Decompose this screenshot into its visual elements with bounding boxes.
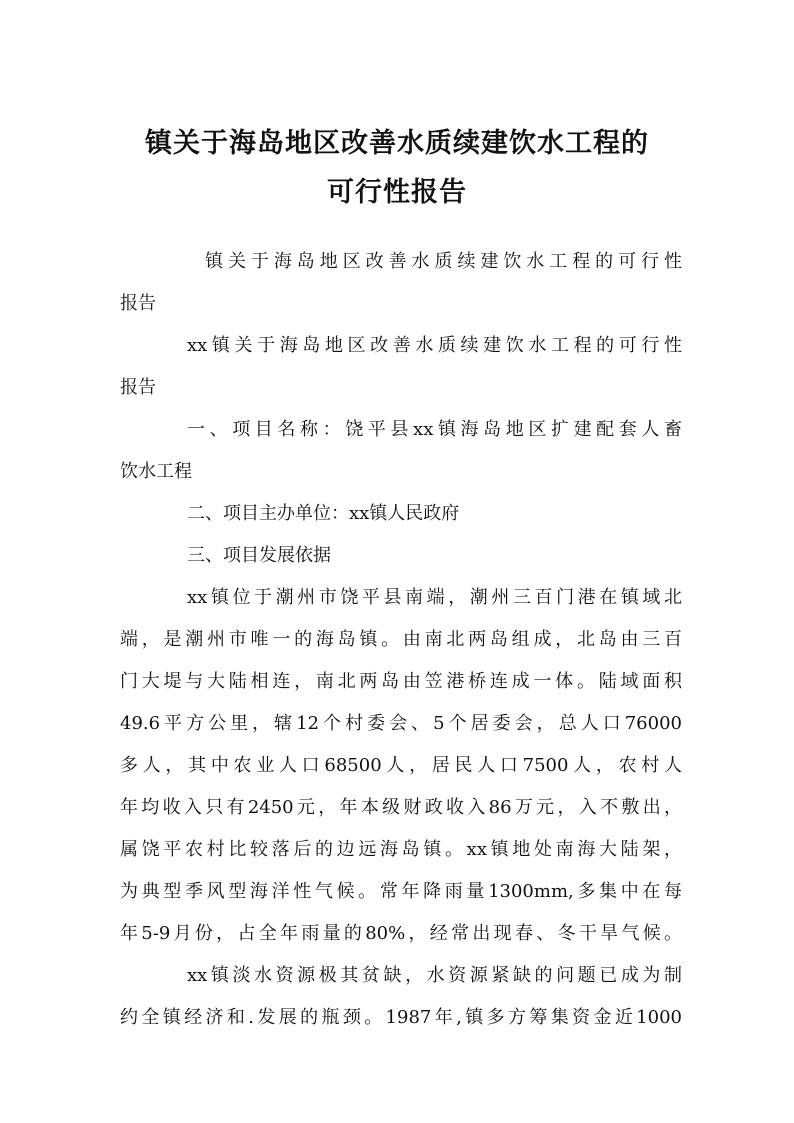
body-line: xx镇位于潮州市饶平县南端，潮州三百门港在镇域北 [187,587,682,608]
body-line: 报告 [120,377,156,398]
body-line: 镇关于海岛地区改善水质续建饮水工程的可行性 [205,251,682,272]
body-line: 为典型季风型海洋性气候。常年降雨量1300mm,多集中在每 [120,881,682,902]
body-line: 约全镇经济和.发展的瓶颈。1987年,镇多方筹集资金近1000 [120,1007,682,1028]
document-title-line-1: 镇关于海岛地区改善水质续建饮水工程的 [145,128,649,159]
body-line: 二、项目主办单位：xx镇人民政府 [187,503,460,524]
body-line: 饮水工程 [120,461,192,482]
body-line: xx镇关于海岛地区改善水质续建饮水工程的可行性 [187,335,682,356]
body-line: 门大堤与大陆相连，南北两岛由笠港桥连成一体。陆域面积 [120,671,682,692]
body-line: 年5-9月份，占全年雨量的80%，经常出现春、冬干旱气候。 [120,923,682,944]
body-line: 端，是潮州市唯一的海岛镇。由南北两岛组成，北岛由三百 [120,629,682,650]
body-line: 三、项目发展依据 [187,545,331,566]
body-line: 报告 [120,293,156,314]
body-line: 年均收入只有2450元，年本级财政收入86万元，入不敷出， [120,797,682,818]
body-line: 一、项目名称：饶平县xx镇海岛地区扩建配套人畜 [187,419,682,440]
body-line: 属饶平农村比较落后的边远海岛镇。xx镇地处南海大陆架， [120,839,682,860]
body-line: 49.6平方公里，辖12个村委会、5个居委会，总人口76000 [120,713,682,734]
document-title-line-2: 可行性报告 [327,177,467,208]
body-line: 多人，其中农业人口68500人，居民人口7500人，农村人 [120,755,682,776]
body-line: xx镇淡水资源极其贫缺，水资源紧缺的问题已成为制 [187,965,682,986]
